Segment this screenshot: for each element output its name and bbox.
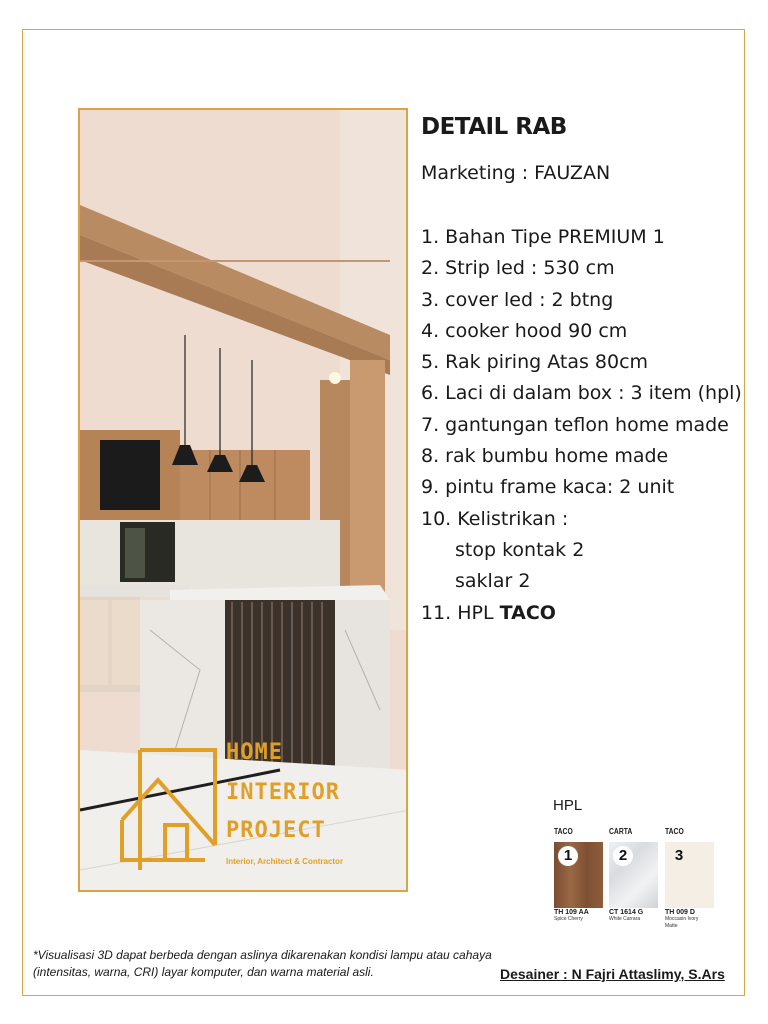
marketing-label: Marketing : FAUZAN xyxy=(421,162,611,184)
list-item: 9. pintu frame kaca: 2 unit xyxy=(421,476,675,499)
swatch-name: Moccasin Ivory Matte xyxy=(665,916,699,929)
detail-list xyxy=(421,222,742,629)
swatch-name: White Carrara xyxy=(609,916,641,922)
swatch-brand: TACO xyxy=(665,827,684,836)
list-item-brand: TACO xyxy=(499,601,556,624)
swatch-brand: TACO xyxy=(554,827,573,836)
swatch-code: TH 109 AA xyxy=(554,909,589,916)
swatch-code: CT 1614 G xyxy=(609,909,644,916)
list-item-hpl xyxy=(421,598,742,629)
list-item: 7. gantungan teflon home made xyxy=(421,413,729,436)
logo-tagline: Interior, Architect & Contractor xyxy=(226,857,344,866)
list-item: 8. rak bumbu home made xyxy=(421,445,669,468)
logo-line-home: HOME xyxy=(226,740,283,765)
logo-line-project: PROJECT xyxy=(226,818,326,843)
hpl-label: HPL xyxy=(553,797,583,814)
designer-credit: Desainer : N Fajri Attaslimy, S.Ars xyxy=(500,966,725,982)
list-item: 6. Laci di dalam box : 3 item (hpl) xyxy=(421,382,742,405)
list-item: 1. Bahan Tipe PREMIUM 1 xyxy=(421,226,665,248)
disclaimer-text: *Visualisasi 3D dapat berbeda dengan aslinya dikarenakan kondisi lampu atau cahaya (intensitas, warna, CRI) layar komputer, dan warna material asli. xyxy=(33,948,492,979)
swatch-2 xyxy=(609,842,658,908)
list-item: 4. cooker hood 90 cm xyxy=(421,319,628,342)
swatch-1 xyxy=(554,842,603,908)
kitchen-render-image xyxy=(78,108,408,892)
swatch-number: 1 xyxy=(558,846,578,866)
swatch-number: 3 xyxy=(674,847,684,864)
list-item: 5. Rak piring Atas 80cm xyxy=(421,351,649,374)
swatch-name: Spice Cherry xyxy=(554,916,583,922)
list-subitem: saklar 2 xyxy=(455,570,531,593)
list-subitem: stop kontak 2 xyxy=(455,538,585,561)
list-item-prefix: 11. HPL xyxy=(421,601,500,624)
logo-line-interior: INTERIOR xyxy=(226,780,340,805)
swatch-3 xyxy=(665,842,714,908)
swatch-number: 2 xyxy=(613,846,633,866)
swatch-brand: CARTA xyxy=(609,827,633,836)
list-item: 3. cover led : 2 btng xyxy=(421,288,614,311)
swatch-code: TH 009 D xyxy=(665,909,695,916)
list-item: 2. Strip led : 530 cm xyxy=(421,257,615,280)
page-title: DETAIL RAB xyxy=(421,114,567,140)
list-item: 10. Kelistrikan : xyxy=(421,507,569,530)
